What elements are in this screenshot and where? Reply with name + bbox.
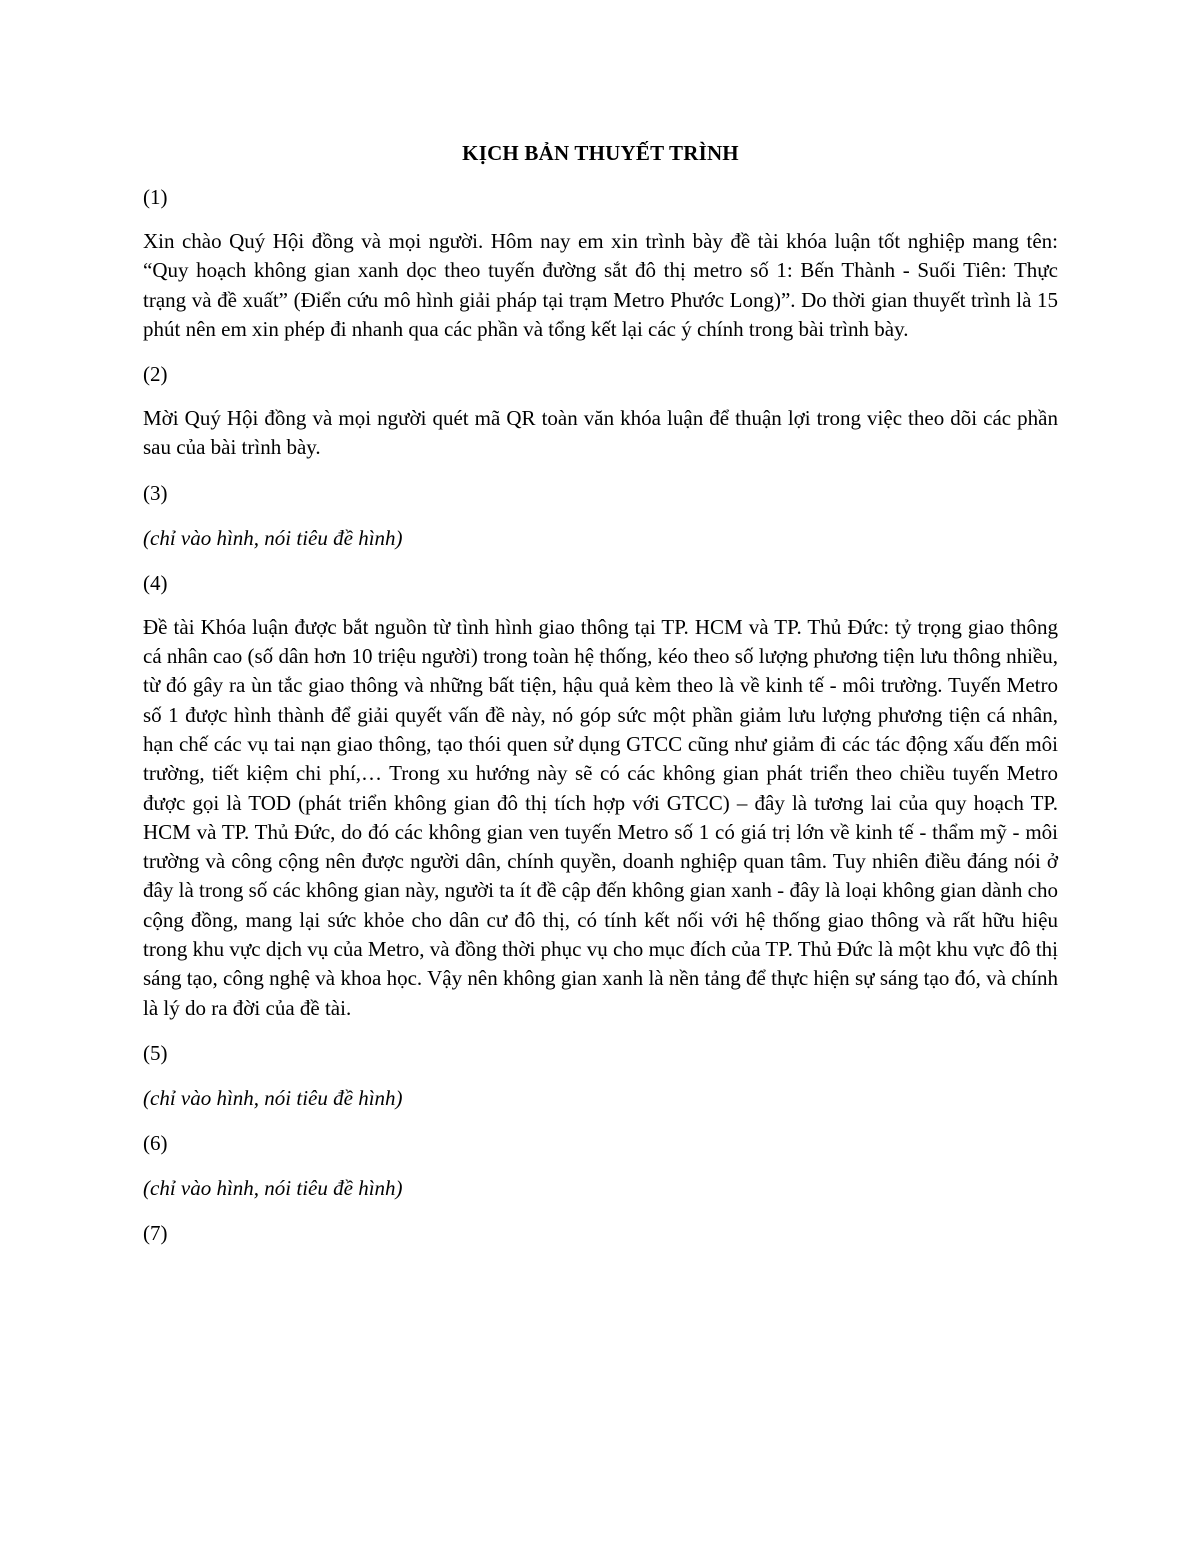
section-number-4: (4) bbox=[143, 570, 168, 595]
section-number-1: (1) bbox=[143, 185, 168, 209]
section-note-3: (chỉ vào hình, nói tiêu đề hình) bbox=[143, 525, 403, 550]
section-text-1: Xin chào Quý Hội đồng và mọi người. Hôm nay em xin trình bày đề tài khóa luận tốt nghiệp mang tên: “Quy hoạch không gian xanh dọc theo tuyến đường sắt đô thị metro số 1: Bến Thành - Suối Tiên: Thực trạng và đề xuất” (Điển cứu mô hình giải pháp tại trạm Metro Phước Long)”. Do thời gian thuyết trình là 15 phút nên em xin phép đi nhanh qua các phần và tổng kết lại các ý chính trong bài trình bày. bbox=[143, 229, 1058, 341]
section-number-7: (7) bbox=[143, 1220, 168, 1245]
section-number-6: (6) bbox=[143, 1130, 168, 1155]
document-page bbox=[143, 138, 1058, 1263]
section-number-3: (3) bbox=[143, 480, 168, 505]
section-note-6: (chỉ vào hình, nói tiêu đề hình) bbox=[143, 1175, 403, 1200]
section-text-2: Mời Quý Hội đồng và mọi người quét mã QR toàn văn khóa luận để thuận lợi trong việc theo dõi các phần sau của bài trình bày. bbox=[143, 406, 1058, 460]
section-number-5: (5) bbox=[143, 1040, 168, 1065]
section-number-2: (2) bbox=[143, 362, 168, 387]
section-note-5: (chỉ vào hình, nói tiêu đề hình) bbox=[143, 1085, 403, 1110]
document-title: KỊCH BẢN THUYẾT TRÌNH bbox=[462, 141, 739, 165]
section-text-4: Đề tài Khóa luận được bắt nguồn từ tình hình giao thông tại TP. HCM và TP. Thủ Đức: tỷ trọng giao thông cá nhân cao (số dân hơn 10 triệu người) trong toàn hệ thống, kéo theo số lượng phương tiện lưu thông nhiều, từ đó gây ra ùn tắc giao thông và những bất tiện, hậu quả kèm theo là về kinh tế - môi trường. Tuyến Metro số 1 được hình thành để giải quyết vấn đề này, nó góp sức một phần giảm lưu lượng phương tiện cá nhân, hạn chế các vụ tai nạn giao thông, tạo thói quen sử dụng GTCC cũng như giảm đi các tác động xấu đến môi trường, tiết kiệm chi phí,… Trong xu hướng này sẽ có các không gian phát triển theo chiều tuyến Metro được gọi là TOD (phát triển không gian đô thị tích hợp với GTCC) – đây là tương lai của quy hoạch TP. HCM và TP. Thủ Đức, do đó các không gian ven tuyến Metro số 1 có giá trị lớn về kinh tế - thẩm mỹ - môi trường và công cộng nên được người dân, chính quyền, doanh nghiệp quan tâm. Tuy nhiên điều đáng nói ở đây là trong số các không gian này, người ta ít đề cập đến không gian xanh - đây là loại không gian dành cho cộng đồng, mang lại sức khỏe cho dân cư đô thị, có tính kết nối với hệ thống giao thông và rất hữu hiệu trong khu vực dịch vụ của Metro, và đồng thời phục vụ cho mục đích của TP. Thủ Đức là một khu vực đô thị sáng tạo, công nghệ và khoa học. Vậy nên không gian xanh là nền tảng để thực hiện sự sáng tạo đó, và chính là lý do ra đời của đề tài. bbox=[143, 614, 1058, 1020]
